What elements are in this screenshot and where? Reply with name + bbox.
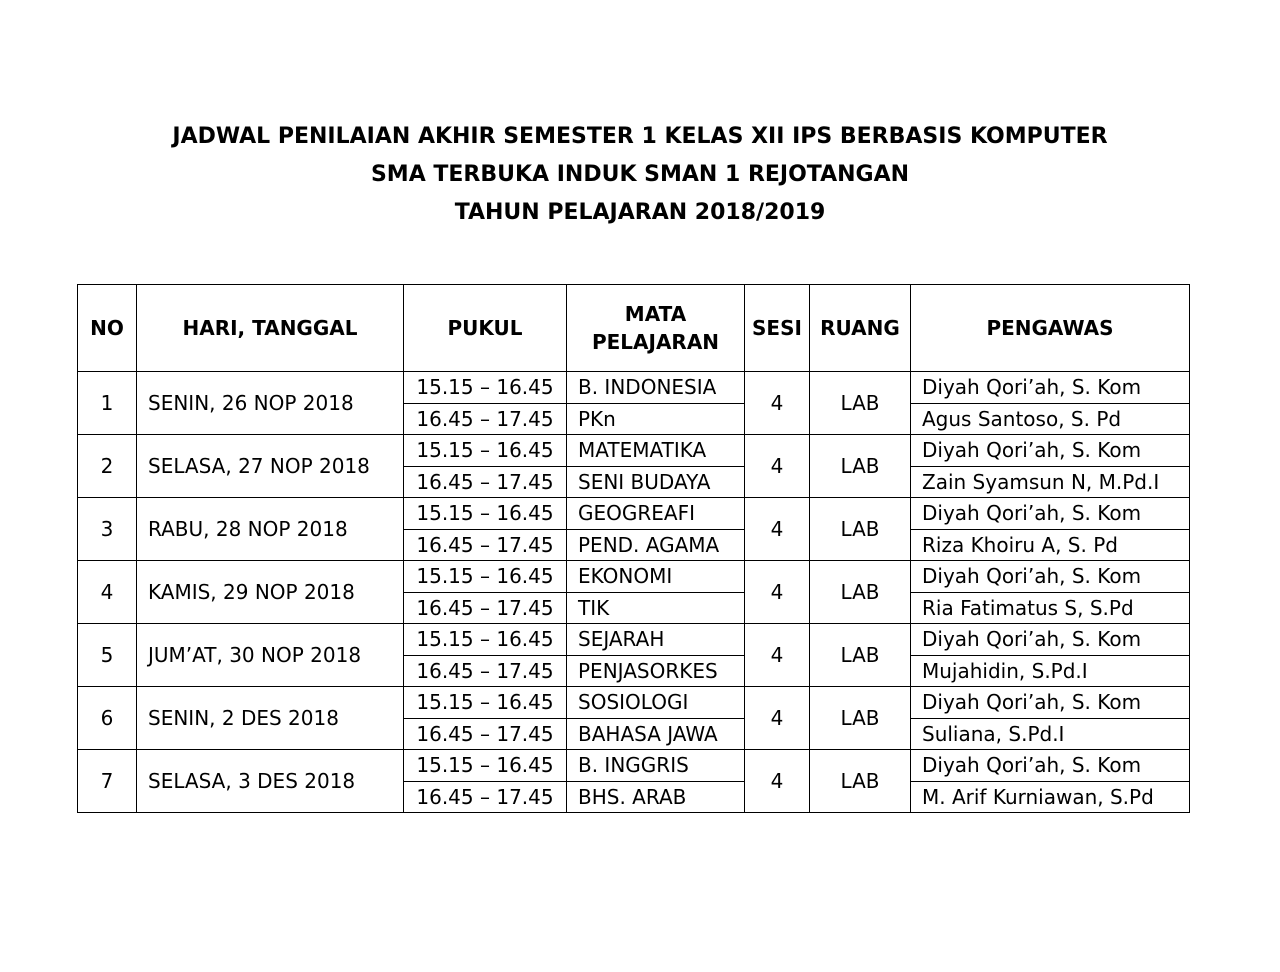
header-mapel-line-2: PELAJARAN	[591, 330, 720, 354]
header-row	[78, 285, 1190, 372]
cell-mata-pelajaran: SEJARAH	[567, 624, 745, 656]
cell-pukul: 16.45 – 17.45	[404, 592, 567, 624]
cell-pengawas: Zain Syamsun N, M.Pd.I	[911, 466, 1190, 498]
cell-pengawas: Diyah Qori’ah, S. Kom	[911, 372, 1190, 404]
cell-pengawas: Mujahidin, S.Pd.I	[911, 655, 1190, 687]
cell-sesi: 4	[745, 687, 810, 750]
cell-mata-pelajaran: EKONOMI	[567, 561, 745, 593]
cell-no: 3	[78, 498, 137, 561]
cell-hari-tanggal: SENIN, 26 NOP 2018	[137, 372, 404, 435]
cell-pengawas: Ria Fatimatus S, S.Pd	[911, 592, 1190, 624]
document-title	[0, 118, 1280, 232]
header-no: NO	[78, 285, 137, 372]
cell-hari-tanggal: KAMIS, 29 NOP 2018	[137, 561, 404, 624]
cell-mata-pelajaran: GEOGREAFI	[567, 498, 745, 530]
cell-sesi: 4	[745, 435, 810, 498]
cell-mata-pelajaran: BHS. ARAB	[567, 781, 745, 813]
cell-no: 7	[78, 750, 137, 813]
cell-ruang: LAB	[810, 561, 911, 624]
cell-pukul: 15.15 – 16.45	[404, 435, 567, 467]
cell-pengawas: Diyah Qori’ah, S. Kom	[911, 561, 1190, 593]
cell-mata-pelajaran: PEND. AGAMA	[567, 529, 745, 561]
header-hari-tanggal: HARI, TANGGAL	[137, 285, 404, 372]
cell-mata-pelajaran: SOSIOLOGI	[567, 687, 745, 719]
cell-pukul: 15.15 – 16.45	[404, 498, 567, 530]
cell-mata-pelajaran: BAHASA JAWA	[567, 718, 745, 750]
cell-hari-tanggal: SENIN, 2 DES 2018	[137, 687, 404, 750]
header-sesi: SESI	[745, 285, 810, 372]
header-mata-pelajaran	[567, 285, 745, 372]
cell-ruang: LAB	[810, 435, 911, 498]
cell-mata-pelajaran: MATEMATIKA	[567, 435, 745, 467]
title-line-2: SMA TERBUKA INDUK SMAN 1 REJOTANGAN	[370, 162, 910, 187]
cell-pengawas: Diyah Qori’ah, S. Kom	[911, 624, 1190, 656]
cell-mata-pelajaran: PENJASORKES	[567, 655, 745, 687]
header-pukul: PUKUL	[404, 285, 567, 372]
header-pengawas: PENGAWAS	[911, 285, 1190, 372]
cell-pukul: 16.45 – 17.45	[404, 655, 567, 687]
cell-pukul: 15.15 – 16.45	[404, 624, 567, 656]
table-row	[78, 435, 1190, 467]
cell-sesi: 4	[745, 498, 810, 561]
cell-pengawas: M. Arif Kurniawan, S.Pd	[911, 781, 1190, 813]
cell-mata-pelajaran: TIK	[567, 592, 745, 624]
cell-hari-tanggal: SELASA, 3 DES 2018	[137, 750, 404, 813]
cell-pengawas: Diyah Qori’ah, S. Kom	[911, 687, 1190, 719]
table-row	[78, 687, 1190, 719]
cell-pengawas: Diyah Qori’ah, S. Kom	[911, 498, 1190, 530]
cell-mata-pelajaran: B. INDONESIA	[567, 372, 745, 404]
cell-pukul: 16.45 – 17.45	[404, 781, 567, 813]
cell-no: 1	[78, 372, 137, 435]
cell-sesi: 4	[745, 750, 810, 813]
schedule-table	[77, 284, 1190, 813]
cell-pukul: 15.15 – 16.45	[404, 561, 567, 593]
cell-pukul: 16.45 – 17.45	[404, 529, 567, 561]
cell-pukul: 15.15 – 16.45	[404, 372, 567, 404]
cell-pukul: 15.15 – 16.45	[404, 750, 567, 782]
header-ruang: RUANG	[810, 285, 911, 372]
cell-sesi: 4	[745, 624, 810, 687]
cell-hari-tanggal: JUM’AT, 30 NOP 2018	[137, 624, 404, 687]
cell-pukul: 16.45 – 17.45	[404, 466, 567, 498]
table-row	[78, 498, 1190, 530]
cell-pukul: 16.45 – 17.45	[404, 403, 567, 435]
table-row	[78, 624, 1190, 656]
cell-ruang: LAB	[810, 372, 911, 435]
cell-pengawas: Agus Santoso, S. Pd	[911, 403, 1190, 435]
cell-no: 2	[78, 435, 137, 498]
cell-sesi: 4	[745, 561, 810, 624]
cell-hari-tanggal: SELASA, 27 NOP 2018	[137, 435, 404, 498]
table-row	[78, 372, 1190, 404]
cell-mata-pelajaran: B. INGGRIS	[567, 750, 745, 782]
cell-ruang: LAB	[810, 624, 911, 687]
cell-no: 4	[78, 561, 137, 624]
cell-ruang: LAB	[810, 498, 911, 561]
cell-no: 6	[78, 687, 137, 750]
cell-pengawas: Suliana, S.Pd.I	[911, 718, 1190, 750]
cell-pengawas: Diyah Qori’ah, S. Kom	[911, 750, 1190, 782]
cell-mata-pelajaran: SENI BUDAYA	[567, 466, 745, 498]
title-line-3: TAHUN PELAJARAN 2018/2019	[454, 200, 826, 225]
table-row	[78, 561, 1190, 593]
cell-mata-pelajaran: PKn	[567, 403, 745, 435]
title-line-1: JADWAL PENILAIAN AKHIR SEMESTER 1 KELAS XII IPS BERBASIS KOMPUTER	[172, 124, 1108, 149]
cell-pukul: 15.15 – 16.45	[404, 687, 567, 719]
cell-ruang: LAB	[810, 750, 911, 813]
cell-sesi: 4	[745, 372, 810, 435]
cell-hari-tanggal: RABU, 28 NOP 2018	[137, 498, 404, 561]
cell-no: 5	[78, 624, 137, 687]
header-mapel-line-1: MATA	[624, 302, 687, 326]
cell-pukul: 16.45 – 17.45	[404, 718, 567, 750]
cell-ruang: LAB	[810, 687, 911, 750]
cell-pengawas: Diyah Qori’ah, S. Kom	[911, 435, 1190, 467]
cell-pengawas: Riza Khoiru A, S. Pd	[911, 529, 1190, 561]
table-row	[78, 750, 1190, 782]
